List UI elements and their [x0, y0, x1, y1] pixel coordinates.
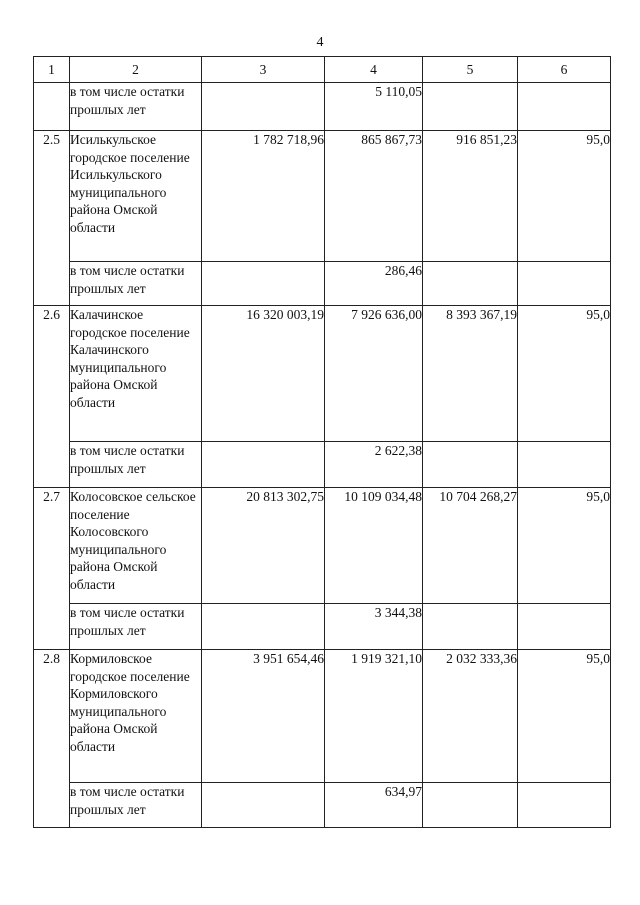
municipality-name: Колосовское сельское поселение Колосовского муниципального района Омской области — [70, 488, 202, 604]
row-number: 2.7 — [34, 488, 70, 604]
budget-table — [33, 56, 611, 828]
municipality-name: Калачинское городское поселение Калачинского муниципального района Омской области — [70, 306, 202, 442]
table-row-remainder — [34, 262, 611, 306]
cell-col5 — [423, 604, 518, 650]
cell-col3 — [202, 604, 325, 650]
row-number: 2.8 — [34, 650, 70, 783]
cell-col6 — [518, 262, 611, 306]
remainder-value: 286,46 — [325, 262, 423, 306]
cell-col5 — [423, 442, 518, 488]
table-row — [34, 131, 611, 262]
remainder-value: 2 622,38 — [325, 442, 423, 488]
municipality-name: Кормиловское городское поселение Кормиловского муниципального района Омской области — [70, 650, 202, 783]
remainder-value: 5 110,05 — [325, 83, 423, 131]
column-header-5: 5 — [423, 57, 518, 83]
cell-col3: 3 951 654,46 — [202, 650, 325, 783]
table-row-remainder — [34, 83, 611, 131]
cell-col4: 865 867,73 — [325, 131, 423, 262]
cell-col6: 95,0 — [518, 306, 611, 442]
cell-col5: 2 032 333,36 — [423, 650, 518, 783]
remainder-label: в том числе остатки прошлых лет — [70, 783, 202, 828]
cell-col4: 10 109 034,48 — [325, 488, 423, 604]
column-header-2: 2 — [70, 57, 202, 83]
remainder-label: в том числе остатки прошлых лет — [70, 442, 202, 488]
row-number — [34, 262, 70, 306]
remainder-label: в том числе остатки прошлых лет — [70, 604, 202, 650]
cell-col5: 8 393 367,19 — [423, 306, 518, 442]
cell-col6: 95,0 — [518, 131, 611, 262]
row-number: 2.5 — [34, 131, 70, 262]
cell-col3 — [202, 442, 325, 488]
table-row-remainder — [34, 442, 611, 488]
municipality-name: Исилькульское городское поселение Исилькульского муниципального района Омской области — [70, 131, 202, 262]
cell-col3: 20 813 302,75 — [202, 488, 325, 604]
cell-col5 — [423, 262, 518, 306]
row-number: 2.6 — [34, 306, 70, 442]
column-header-6: 6 — [518, 57, 611, 83]
column-header-3: 3 — [202, 57, 325, 83]
cell-col5 — [423, 83, 518, 131]
table-row — [34, 650, 611, 783]
table-row — [34, 488, 611, 604]
cell-col6 — [518, 783, 611, 828]
table-row — [34, 306, 611, 442]
cell-col3: 16 320 003,19 — [202, 306, 325, 442]
row-number — [34, 604, 70, 650]
remainder-label: в том числе остатки прошлых лет — [70, 83, 202, 131]
table-row-remainder — [34, 783, 611, 828]
cell-col3 — [202, 262, 325, 306]
cell-col6: 95,0 — [518, 488, 611, 604]
cell-col5: 916 851,23 — [423, 131, 518, 262]
row-number — [34, 83, 70, 131]
column-header-1: 1 — [34, 57, 70, 83]
cell-col5: 10 704 268,27 — [423, 488, 518, 604]
page-number: 4 — [316, 35, 324, 50]
cell-col3 — [202, 83, 325, 131]
remainder-value: 3 344,38 — [325, 604, 423, 650]
cell-col3: 1 782 718,96 — [202, 131, 325, 262]
remainder-value: 634,97 — [325, 783, 423, 828]
cell-col6: 95,0 — [518, 650, 611, 783]
cell-col5 — [423, 783, 518, 828]
table-row-remainder — [34, 604, 611, 650]
cell-col6 — [518, 442, 611, 488]
cell-col4: 1 919 321,10 — [325, 650, 423, 783]
cell-col6 — [518, 604, 611, 650]
cell-col6 — [518, 83, 611, 131]
cell-col4: 7 926 636,00 — [325, 306, 423, 442]
row-number — [34, 783, 70, 828]
table-header-row — [34, 57, 611, 83]
cell-col3 — [202, 783, 325, 828]
remainder-label: в том числе остатки прошлых лет — [70, 262, 202, 306]
column-header-4: 4 — [325, 57, 423, 83]
row-number — [34, 442, 70, 488]
